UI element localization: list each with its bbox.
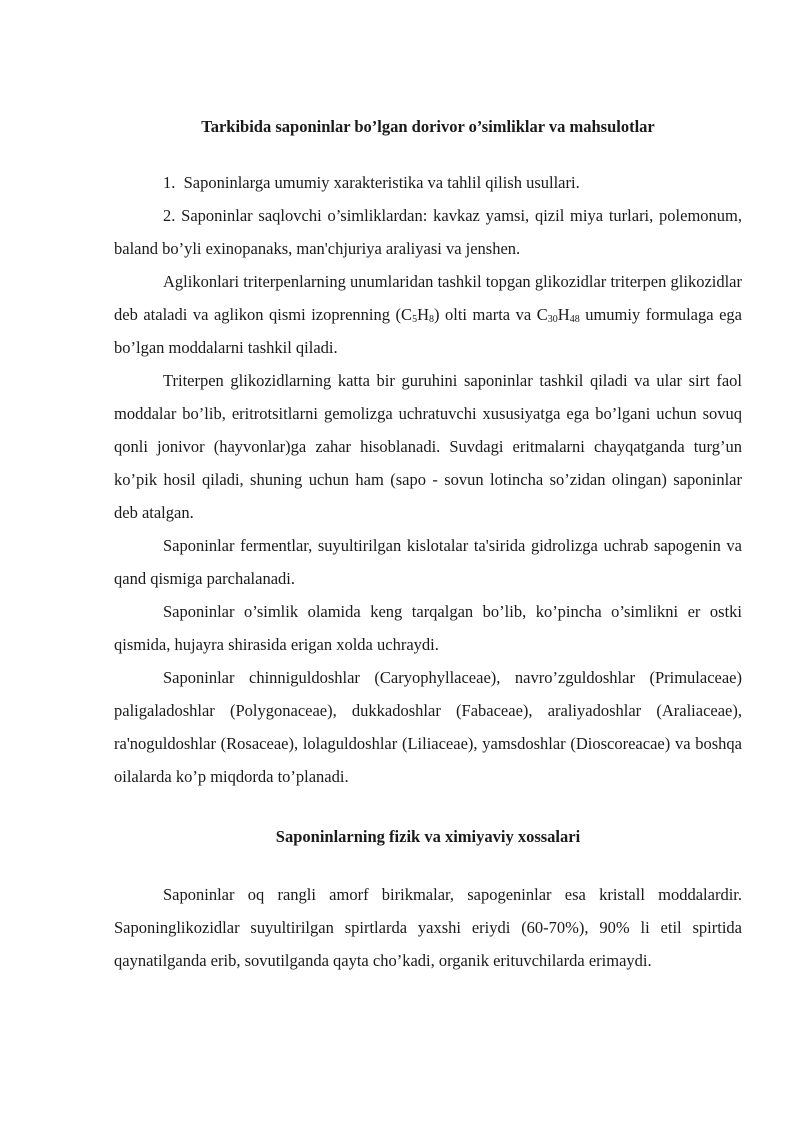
subscript: 30 [547,314,558,325]
formula-text: H [417,305,429,324]
formula-text: Aglikonlari triterpenlarning unumlaridan tashkil topgan glikozidlar triterpen glikozidlar deb ataladi va aglikon qismi izoprenning (C [114,272,742,324]
formula-text: umumiy formulaga ega bo’lgan moddalarni tashkil qiladi. [114,305,742,357]
paragraph-aglikon [114,265,742,364]
list-item [114,199,742,265]
document-page [114,113,742,977]
section-title: Saponinlarning fizik va ximiyaviy xossalari [275,827,581,846]
subscript: 8 [428,314,434,325]
list-item [114,166,742,199]
paragraph-families: Saponinlar chinniguldoshlar (Caryophyllaceae), navro’zguldoshlar (Primulaceae) paligaladoshlar (Polygonaceae), dukkadoshlar (Fabaceae), araliyadoshlar (Araliaceae), ra'noguldoshlar (Rosaceae), lolaguldoshlar (Liliaceae), yamsdoshlar (Dioscoreacae) va boshqa oilalarda ko’p miqdorda to’planadi. [114,668,742,786]
list-item-text: Saponinlarga umumiy xarakteristika va tahlil qilish usullari. [183,173,580,192]
topic-list [114,166,742,265]
subscript: 48 [569,314,580,325]
list-item-text: Saponinlar saqlovchi o’simliklardan: kavkaz yamsi, qizil miya turlari, polemonum, baland bo’yli exinopanaks, man'chjuriya araliyasi va jenshen. [114,206,742,258]
list-item-number: 2. [163,206,176,225]
paragraph-properties: Saponinlar oq rangli amorf birikmalar, sapogeninlar esa kristall moddalardir. Saponinglikozidlar suyultirilgan spirtlarda yaxshi eriydi (60-70%), 90% li etil spirtida qaynatilganda erib, sovutilganda qayta cho’kadi, organik erituvchilarda erimaydi. [114,885,742,970]
list-item-number: 1. [163,173,176,192]
document-title: Tarkibida saponinlar bo’lgan dorivor o’simliklar va mahsulotlar [201,117,655,136]
formula-text: ) olti marta va C [433,305,548,324]
paragraph-distribution: Saponinlar o’simlik olamida keng tarqalgan bo’lib, ko’pincha o’simlikni er ostki qismida, hujayra shirasida erigan xolda uchraydi. [114,602,742,654]
formula-text: H [557,305,570,324]
subscript: 5 [412,314,418,325]
paragraph-hydrolysis: Saponinlar fermentlar, suyultirilgan kislotalar ta'sirida gidrolizga uchrab sapogenin va qand qismiga parchalanadi. [114,536,742,588]
paragraph-triterpen: Triterpen glikozidlarning katta bir guruhini saponinlar tashkil qiladi va ular sirt faol moddalar bo’lib, eritrotsitlarni gemolizga uchratuvchi xususiyatga ega bo’lgani uchun sovuq qonli jonivor (hayvonlar)ga zahar hisoblanadi. Suvdagi eritmalarni chayqatganda turg’un ko’pik hosil qiladi, shuning uchun ham (sapo - sovun lotincha so’zidan olingan) saponinlar deb atalgan. [114,371,742,522]
